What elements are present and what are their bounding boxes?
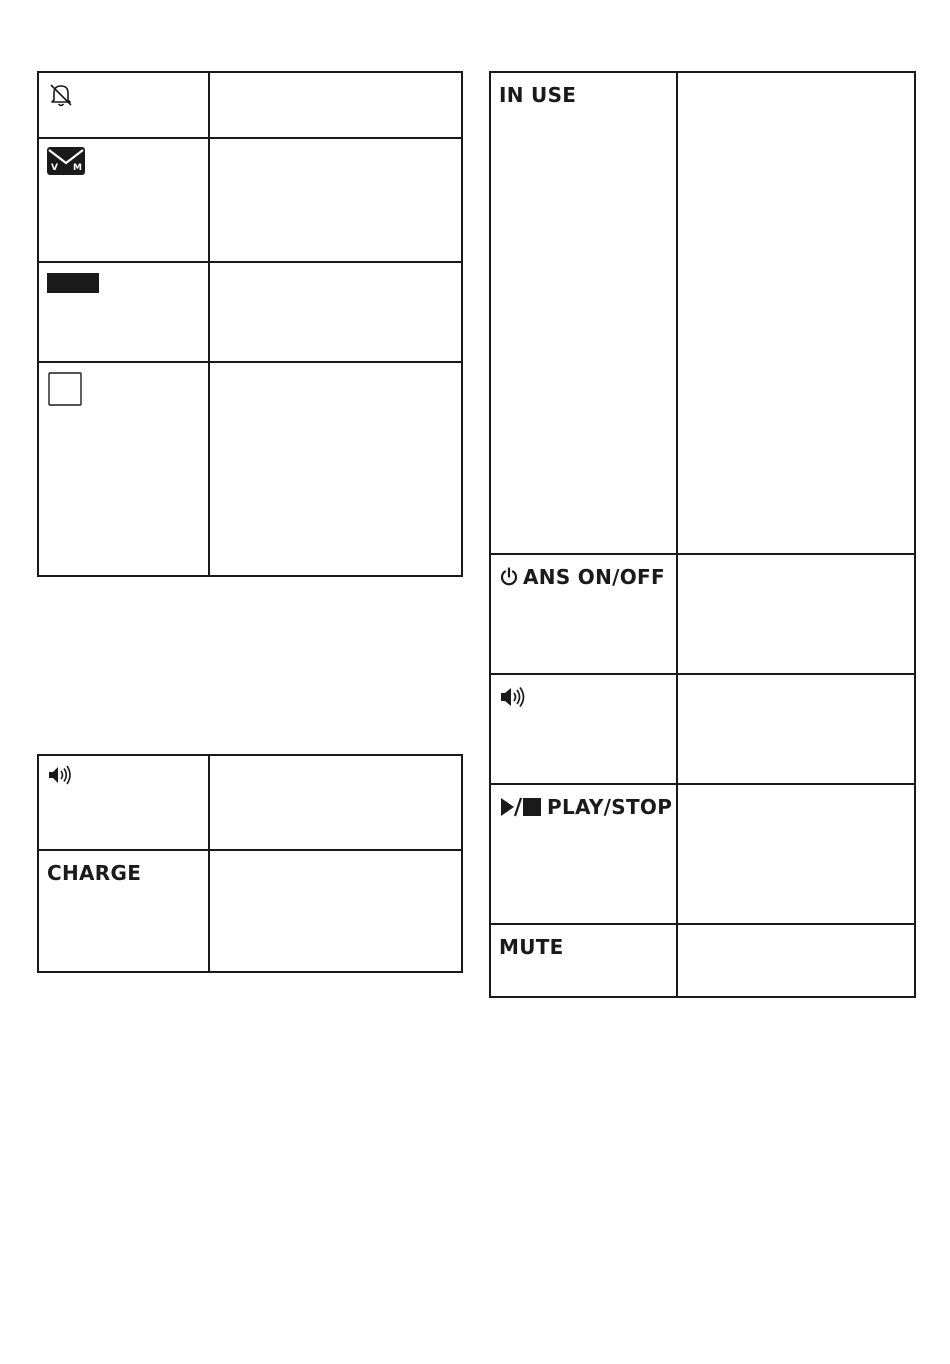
table-row [38,850,462,972]
table-row [490,554,915,674]
description-cell [677,674,915,784]
description-cell [209,850,462,972]
icon-cell [490,924,677,997]
description-cell [209,755,462,850]
table-row [38,138,462,262]
icon-cell [38,72,209,138]
icon-cell [490,674,677,784]
description-cell [209,362,462,576]
speaker-icon [47,764,200,786]
voicemail-m-letter: M [73,163,82,173]
table-row [38,262,462,362]
voicemail-v-letter: V [51,163,58,173]
charge-label: CHARGE [47,861,142,885]
icon-cell [490,784,677,924]
speaker-icon [499,685,668,709]
description-cell [209,262,462,362]
icon-cell [38,262,209,362]
icon-cell [38,755,209,850]
right-table [489,71,916,998]
in-use-label: IN USE [499,83,577,107]
table-row [38,362,462,576]
ans-on-off-label: ANS ON/OFF [523,565,665,589]
solid-block-icon [47,271,200,295]
play-stop-icon [499,797,543,817]
icon-cell [490,72,677,554]
description-cell [209,138,462,262]
left-bottom-table [37,754,463,973]
description-cell [677,784,915,924]
empty-box-icon [47,371,200,407]
table-row [38,755,462,850]
icon-cell [38,138,209,262]
power-icon [499,567,519,587]
play-stop-label: PLAY/STOP [547,795,673,819]
table-row [490,72,915,554]
description-cell [677,72,915,554]
icon-cell [490,554,677,674]
description-cell [677,554,915,674]
icon-cell [38,850,209,972]
ringer-off-icon [47,81,200,109]
voicemail-icon [47,147,85,175]
table-row [490,924,915,997]
description-cell [677,924,915,997]
description-cell [209,72,462,138]
mute-label: MUTE [499,935,564,959]
table-row [490,674,915,784]
table-row [490,784,915,924]
table-row [38,72,462,138]
icon-cell [38,362,209,576]
left-top-table [37,71,463,577]
